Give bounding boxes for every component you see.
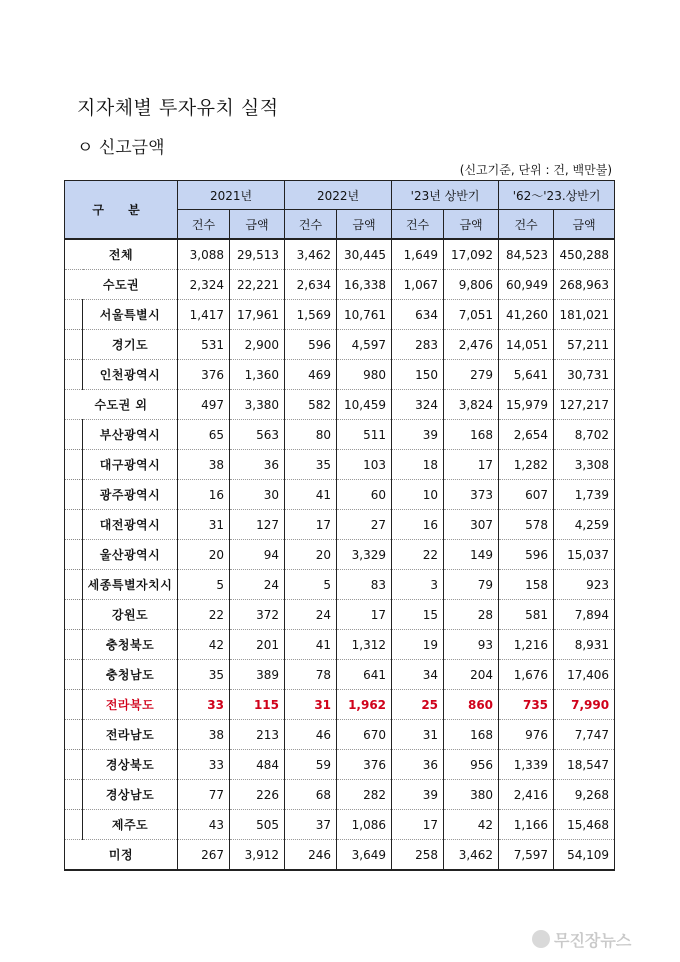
amount-cell: 641: [337, 660, 392, 690]
row-label: 서울특별시: [83, 300, 178, 330]
row-label: 수도권: [65, 270, 178, 300]
count-cell: 1,216: [499, 630, 554, 660]
count-cell: 22: [392, 540, 444, 570]
header-gubun: 구 분: [65, 181, 178, 240]
count-cell: 1,166: [499, 810, 554, 840]
row-label: 부산광역시: [83, 420, 178, 450]
row-label: 세종특별자치시: [83, 570, 178, 600]
indent-cell: [65, 570, 83, 600]
count-cell: 1,569: [285, 300, 337, 330]
amount-cell: 54,109: [554, 840, 615, 871]
table-row: [65, 660, 615, 690]
table-row: [65, 810, 615, 840]
amount-cell: 30: [230, 480, 285, 510]
amount-cell: 9,806: [444, 270, 499, 300]
amount-cell: 3,308: [554, 450, 615, 480]
amount-cell: 94: [230, 540, 285, 570]
header-count: 건수: [499, 210, 554, 240]
count-cell: 15,979: [499, 390, 554, 420]
count-cell: 33: [178, 750, 230, 780]
indent-cell: [65, 480, 83, 510]
count-cell: 36: [392, 750, 444, 780]
count-cell: 531: [178, 330, 230, 360]
indent-cell: [65, 510, 83, 540]
count-cell: 37: [285, 810, 337, 840]
header-amount: 금액: [554, 210, 615, 240]
count-cell: 35: [178, 660, 230, 690]
count-cell: 976: [499, 720, 554, 750]
table-row: [65, 690, 615, 720]
count-cell: 77: [178, 780, 230, 810]
count-cell: 20: [178, 540, 230, 570]
count-cell: 31: [285, 690, 337, 720]
header-count: 건수: [178, 210, 230, 240]
header-amount: 금액: [230, 210, 285, 240]
count-cell: 38: [178, 450, 230, 480]
amount-cell: 213: [230, 720, 285, 750]
amount-cell: 204: [444, 660, 499, 690]
count-cell: 150: [392, 360, 444, 390]
table-row: [65, 330, 615, 360]
amount-cell: 860: [444, 690, 499, 720]
amount-cell: 57,211: [554, 330, 615, 360]
count-cell: 283: [392, 330, 444, 360]
amount-cell: 1,312: [337, 630, 392, 660]
row-label: 충청남도: [83, 660, 178, 690]
watermark: [532, 924, 672, 954]
count-cell: 376: [178, 360, 230, 390]
amount-cell: 3,380: [230, 390, 285, 420]
count-cell: 497: [178, 390, 230, 420]
count-cell: 41: [285, 480, 337, 510]
row-label: 대구광역시: [83, 450, 178, 480]
count-cell: 41,260: [499, 300, 554, 330]
amount-cell: 282: [337, 780, 392, 810]
count-cell: 5: [178, 570, 230, 600]
indent-cell: [65, 540, 83, 570]
amount-cell: 376: [337, 750, 392, 780]
table-row: [65, 360, 615, 390]
table-row: [65, 390, 615, 420]
table-row: [65, 600, 615, 630]
count-cell: 1,417: [178, 300, 230, 330]
count-cell: 258: [392, 840, 444, 871]
amount-cell: 60: [337, 480, 392, 510]
count-cell: 158: [499, 570, 554, 600]
row-label: 전체: [65, 239, 178, 270]
table-row: [65, 510, 615, 540]
row-label: 경상남도: [83, 780, 178, 810]
count-cell: 1,339: [499, 750, 554, 780]
count-cell: 582: [285, 390, 337, 420]
indent-cell: [65, 750, 83, 780]
count-cell: 469: [285, 360, 337, 390]
amount-cell: 201: [230, 630, 285, 660]
count-cell: 65: [178, 420, 230, 450]
amount-cell: 15,037: [554, 540, 615, 570]
count-cell: 14,051: [499, 330, 554, 360]
count-cell: 25: [392, 690, 444, 720]
row-label: 경기도: [83, 330, 178, 360]
count-cell: 33: [178, 690, 230, 720]
amount-cell: 7,894: [554, 600, 615, 630]
amount-cell: 1,086: [337, 810, 392, 840]
amount-cell: 1,739: [554, 480, 615, 510]
amount-cell: 505: [230, 810, 285, 840]
count-cell: 59: [285, 750, 337, 780]
section-subtitle: ㅇ 신고금액: [77, 138, 165, 158]
count-cell: 5,641: [499, 360, 554, 390]
amount-cell: 16,338: [337, 270, 392, 300]
count-cell: 43: [178, 810, 230, 840]
count-cell: 78: [285, 660, 337, 690]
amount-cell: 30,731: [554, 360, 615, 390]
table-row: [65, 480, 615, 510]
count-cell: 634: [392, 300, 444, 330]
indent-cell: [65, 360, 83, 390]
header-period: '62～'23.상반기: [499, 181, 615, 210]
amount-cell: 7,051: [444, 300, 499, 330]
amount-cell: 15,468: [554, 810, 615, 840]
amount-cell: 511: [337, 420, 392, 450]
amount-cell: 8,931: [554, 630, 615, 660]
table-row: [65, 750, 615, 780]
count-cell: 5: [285, 570, 337, 600]
indent-cell: [65, 600, 83, 630]
amount-cell: 307: [444, 510, 499, 540]
amount-cell: 127,217: [554, 390, 615, 420]
amount-cell: 10,459: [337, 390, 392, 420]
amount-cell: 2,900: [230, 330, 285, 360]
indent-cell: [65, 780, 83, 810]
indent-cell: [65, 300, 83, 330]
amount-cell: 380: [444, 780, 499, 810]
indent-cell: [65, 330, 83, 360]
count-cell: 18: [392, 450, 444, 480]
count-cell: 2,416: [499, 780, 554, 810]
header-amount: 금액: [444, 210, 499, 240]
count-cell: 16: [178, 480, 230, 510]
row-label: 대전광역시: [83, 510, 178, 540]
table-row: [65, 270, 615, 300]
count-cell: 34: [392, 660, 444, 690]
amount-cell: 149: [444, 540, 499, 570]
header-amount: 금액: [337, 210, 392, 240]
amount-cell: 389: [230, 660, 285, 690]
row-label: 인천광역시: [83, 360, 178, 390]
header-count: 건수: [392, 210, 444, 240]
amount-cell: 7,990: [554, 690, 615, 720]
amount-cell: 10,761: [337, 300, 392, 330]
row-label: 경상북도: [83, 750, 178, 780]
header-period: '23년 상반기: [392, 181, 499, 210]
count-cell: 1,067: [392, 270, 444, 300]
row-label: 전라북도: [83, 690, 178, 720]
count-cell: 267: [178, 840, 230, 871]
amount-cell: 3,824: [444, 390, 499, 420]
count-cell: 607: [499, 480, 554, 510]
amount-cell: 226: [230, 780, 285, 810]
amount-cell: 3,649: [337, 840, 392, 871]
row-label: 전라남도: [83, 720, 178, 750]
amount-cell: 923: [554, 570, 615, 600]
amount-cell: 372: [230, 600, 285, 630]
amount-cell: 127: [230, 510, 285, 540]
amount-cell: 168: [444, 720, 499, 750]
amount-cell: 4,259: [554, 510, 615, 540]
amount-cell: 17,961: [230, 300, 285, 330]
count-cell: 1,649: [392, 239, 444, 270]
unit-note: (신고기준, 단위 : 건, 백만불): [459, 163, 612, 177]
indent-cell: [65, 720, 83, 750]
amount-cell: 9,268: [554, 780, 615, 810]
amount-cell: 17: [444, 450, 499, 480]
amount-cell: 18,547: [554, 750, 615, 780]
count-cell: 46: [285, 720, 337, 750]
indent-cell: [65, 660, 83, 690]
indent-cell: [65, 810, 83, 840]
count-cell: 324: [392, 390, 444, 420]
indent-cell: [65, 420, 83, 450]
document-title: 지자체별 투자유치 실적: [77, 97, 279, 119]
logo-icon: [532, 930, 550, 948]
amount-cell: 24: [230, 570, 285, 600]
count-cell: 3,462: [285, 239, 337, 270]
count-cell: 2,634: [285, 270, 337, 300]
amount-cell: 22,221: [230, 270, 285, 300]
count-cell: 15: [392, 600, 444, 630]
count-cell: 39: [392, 420, 444, 450]
amount-cell: 3,329: [337, 540, 392, 570]
count-cell: 3: [392, 570, 444, 600]
amount-cell: 28: [444, 600, 499, 630]
table-row: [65, 300, 615, 330]
amount-cell: 3,912: [230, 840, 285, 871]
amount-cell: 17,406: [554, 660, 615, 690]
table-row: [65, 450, 615, 480]
amount-cell: 29,513: [230, 239, 285, 270]
amount-cell: 93: [444, 630, 499, 660]
investment-table: [64, 180, 615, 871]
count-cell: 2,654: [499, 420, 554, 450]
count-cell: 596: [499, 540, 554, 570]
amount-cell: 956: [444, 750, 499, 780]
count-cell: 80: [285, 420, 337, 450]
count-cell: 31: [392, 720, 444, 750]
amount-cell: 168: [444, 420, 499, 450]
amount-cell: 563: [230, 420, 285, 450]
amount-cell: 17: [337, 600, 392, 630]
count-cell: 581: [499, 600, 554, 630]
table-row: [65, 840, 615, 871]
table-body: [65, 239, 615, 870]
row-label: 충청북도: [83, 630, 178, 660]
amount-cell: 103: [337, 450, 392, 480]
table-row: [65, 630, 615, 660]
count-cell: 38: [178, 720, 230, 750]
table-row: [65, 540, 615, 570]
count-cell: 735: [499, 690, 554, 720]
table-row: [65, 420, 615, 450]
count-cell: 20: [285, 540, 337, 570]
amount-cell: 484: [230, 750, 285, 780]
table-row: [65, 720, 615, 750]
count-cell: 246: [285, 840, 337, 871]
amount-cell: 4,597: [337, 330, 392, 360]
amount-cell: 670: [337, 720, 392, 750]
row-label: 제주도: [83, 810, 178, 840]
amount-cell: 7,747: [554, 720, 615, 750]
count-cell: 42: [178, 630, 230, 660]
row-label: 강원도: [83, 600, 178, 630]
count-cell: 41: [285, 630, 337, 660]
amount-cell: 115: [230, 690, 285, 720]
amount-cell: 79: [444, 570, 499, 600]
amount-cell: 279: [444, 360, 499, 390]
count-cell: 7,597: [499, 840, 554, 871]
count-cell: 1,282: [499, 450, 554, 480]
amount-cell: 17,092: [444, 239, 499, 270]
header-period: 2021년: [178, 181, 285, 210]
count-cell: 17: [392, 810, 444, 840]
row-label: 광주광역시: [83, 480, 178, 510]
count-cell: 19: [392, 630, 444, 660]
count-cell: 24: [285, 600, 337, 630]
amount-cell: 36: [230, 450, 285, 480]
header-period: 2022년: [285, 181, 392, 210]
amount-cell: 42: [444, 810, 499, 840]
indent-cell: [65, 450, 83, 480]
table-row: [65, 780, 615, 810]
amount-cell: 8,702: [554, 420, 615, 450]
count-cell: 578: [499, 510, 554, 540]
amount-cell: 450,288: [554, 239, 615, 270]
amount-cell: 1,360: [230, 360, 285, 390]
count-cell: 35: [285, 450, 337, 480]
amount-cell: 980: [337, 360, 392, 390]
amount-cell: 373: [444, 480, 499, 510]
amount-cell: 83: [337, 570, 392, 600]
count-cell: 31: [178, 510, 230, 540]
indent-cell: [65, 690, 83, 720]
amount-cell: 1,962: [337, 690, 392, 720]
count-cell: 84,523: [499, 239, 554, 270]
count-cell: 16: [392, 510, 444, 540]
count-cell: 17: [285, 510, 337, 540]
amount-cell: 30,445: [337, 239, 392, 270]
count-cell: 60,949: [499, 270, 554, 300]
amount-cell: 27: [337, 510, 392, 540]
count-cell: 39: [392, 780, 444, 810]
count-cell: 22: [178, 600, 230, 630]
count-cell: 596: [285, 330, 337, 360]
row-label: 미정: [65, 840, 178, 871]
amount-cell: 181,021: [554, 300, 615, 330]
count-cell: 10: [392, 480, 444, 510]
header-count: 건수: [285, 210, 337, 240]
watermark-text: 무진장뉴스: [554, 930, 632, 950]
count-cell: 2,324: [178, 270, 230, 300]
count-cell: 68: [285, 780, 337, 810]
table-row: [65, 239, 615, 270]
row-label: 울산광역시: [83, 540, 178, 570]
amount-cell: 2,476: [444, 330, 499, 360]
row-label: 수도권 외: [65, 390, 178, 420]
indent-cell: [65, 630, 83, 660]
amount-cell: 268,963: [554, 270, 615, 300]
count-cell: 3,088: [178, 239, 230, 270]
table-row: [65, 570, 615, 600]
count-cell: 1,676: [499, 660, 554, 690]
amount-cell: 3,462: [444, 840, 499, 871]
